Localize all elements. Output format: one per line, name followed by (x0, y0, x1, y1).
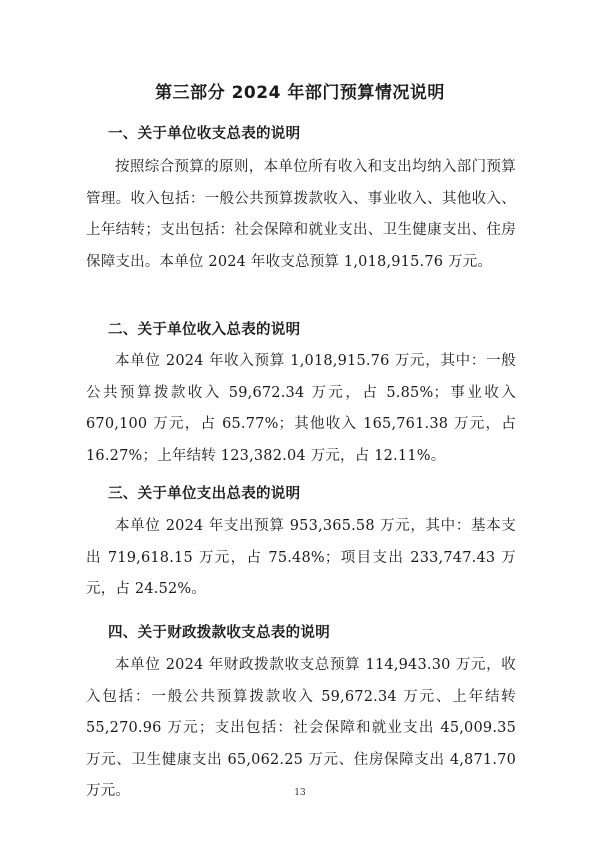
section-paragraph-3: 本单位 2024 年支出预算 953,365.58 万元，其中：基本支出 719,618.15 万元，占 75.48%；项目支出 233,747.43 万元，占 24.52%。 (86, 518, 516, 597)
section-heading-1: 一、关于单位收支总表的说明 (108, 126, 301, 142)
page-title: 第三部分 2024 年部门预算情况说明 (155, 83, 445, 103)
section-paragraph-4: 本单位 2024 年财政拨款收支总预算 114,943.30 万元，收入包括：一般公共预算拨款收入 59,672.34 万元、上年结转 55,270.96 万元；支出包括：社会保障和就业支出 45,009.35 万元、卫生健康支出 65,062.25 万元、住房保障支出 4,871.70 万元。 (86, 657, 516, 799)
section-paragraph-1: 按照综合预算的原则，本单位所有收入和支出均纳入部门预算管理。收入包括：一般公共预算拨款收入、事业收入、其他收入、上年结转；支出包括：社会保障和就业支出、卫生健康支出、住房保障支出。本单位 2024 年收支总预算 1,018,915.76 万元。 (86, 159, 516, 270)
section-heading-4: 四、关于财政拨款收支总表的说明 (108, 625, 330, 641)
section-heading-3: 三、关于单位支出总表的说明 (108, 486, 301, 502)
section-heading-2: 二、关于单位收入总表的说明 (108, 322, 301, 338)
section-paragraph-2: 本单位 2024 年收入预算 1,018,915.76 万元，其中：一般公共预算拨款收入 59,672.34 万元，占 5.85%；事业收入 670,100 万元，占 65.77%；其他收入 165,761.38 万元，占 16.27%；上年结转 123,382.04 万元，占 12.11%。 (86, 353, 516, 464)
page-number: 13 (294, 788, 306, 798)
